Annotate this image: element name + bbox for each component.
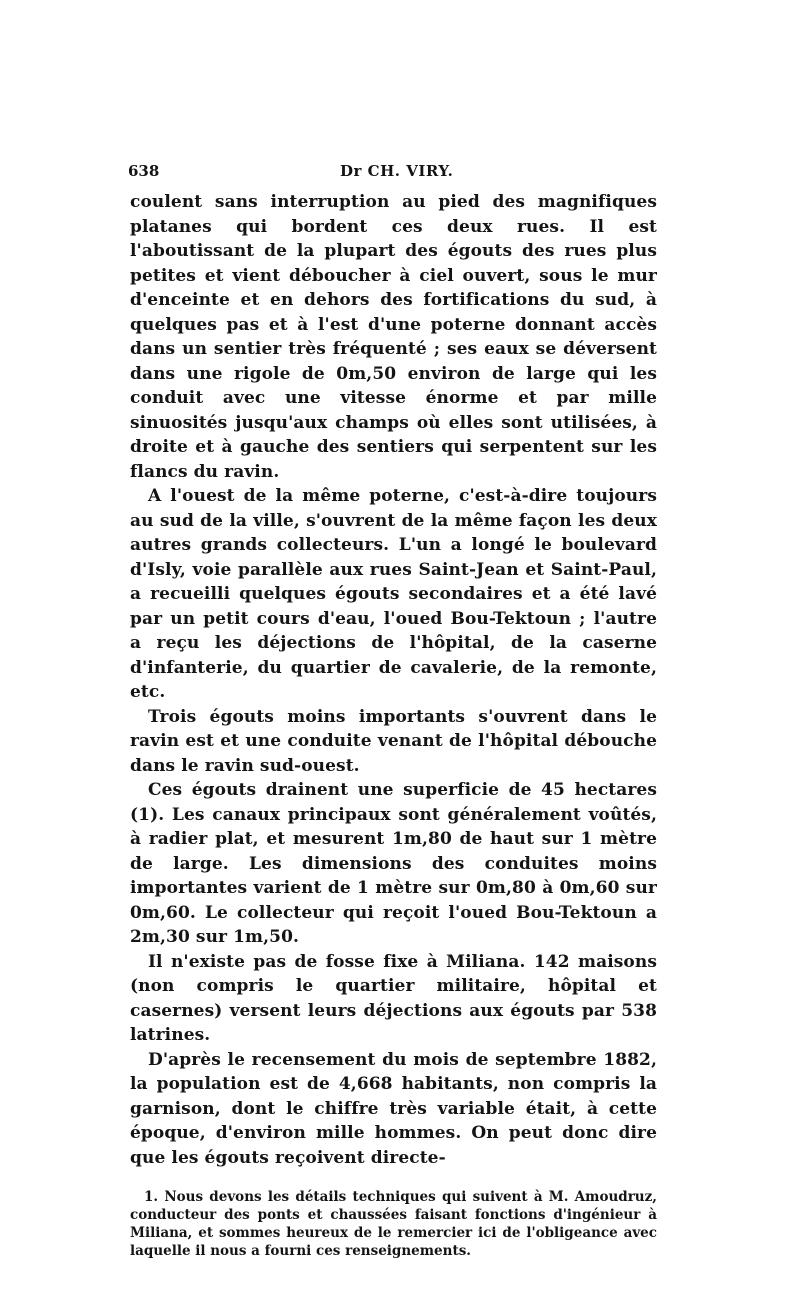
book-page bbox=[130, 160, 657, 1260]
running-title: Dr CH. VIRY. bbox=[340, 162, 454, 180]
paragraph: D'après le recensement du mois de septembre 1882, la population est de 4,668 habitants, non compris la garnison, dont le chiffre très variable était, à cette époque, d'environ mille hommes. On peut donc dire que les égouts reçoivent directe- bbox=[130, 1049, 657, 1168]
footnote: 1. Nous devons les détails techniques qui suivent à M. Amoudruz, conducteur des ponts et chaussées faisant fonctions d'ingénieur à Miliana, et sommes heureux de le remercier ici de l'obligeance avec laquelle il nous a fourni ces renseignements. bbox=[130, 1189, 657, 1259]
paragraph: Il n'existe pas de fosse fixe à Miliana. 142 maisons (non compris le quartier militaire, hôpital et casernes) versent leurs déjections aux égouts par 538 latrines. bbox=[130, 951, 657, 1045]
running-head bbox=[130, 160, 657, 190]
page-number: 638 bbox=[128, 162, 160, 180]
paragraph: A l'ouest de la même poterne, c'est-à-dire toujours au sud de la ville, s'ouvrent de la même façon les deux autres grands collecteurs. L'un a longé le boulevard d'Isly, voie parallèle aux rues Saint-Jean et Saint-Paul, a recueilli quelques égouts secondaires et a été lavé par un petit cours d'eau, l'oued Bou-Tektoun ; l'autre a reçu les déjections de l'hôpital, de la caserne d'infanterie, du quartier de cavalerie, de la remonte, etc. bbox=[130, 486, 657, 702]
body-text bbox=[130, 190, 657, 1170]
paragraph: Trois égouts moins importants s'ouvrent dans le ravin est et une conduite venant de l'hôpital débouche dans le ravin sud-ouest. bbox=[130, 706, 657, 776]
paragraph: Ces égouts drainent une superficie de 45 hectares (1). Les canaux principaux sont généralement voûtés, à radier plat, et mesurent 1m,80 de haut sur 1 mètre de large. Les dimensions des conduites moins importantes varient de 1 mètre sur 0m,80 à 0m,60 sur 0m,60. Le collecteur qui reçoit l'oued Bou-Tektoun a 2m,30 sur 1m,50. bbox=[130, 780, 657, 947]
paragraph-continued: coulent sans interruption au pied des magnifiques platanes qui bordent ces deux rues. Il est l'aboutissant de la plupart des égouts des rues plus petites et vient déboucher à ciel ouvert, sous le mur d'enceinte et en dehors des fortifications du sud, à quelques pas et à l'est d'une poterne donnant accès dans un sentier très fréquenté ; ses eaux se déversent dans une rigole de 0m,50 environ de large qui les conduit avec une vitesse énorme et par mille sinuosités jusqu'aux champs où elles sont utilisées, à droite et à gauche des sentiers qui serpentent sur les flancs du ravin. bbox=[130, 192, 657, 482]
